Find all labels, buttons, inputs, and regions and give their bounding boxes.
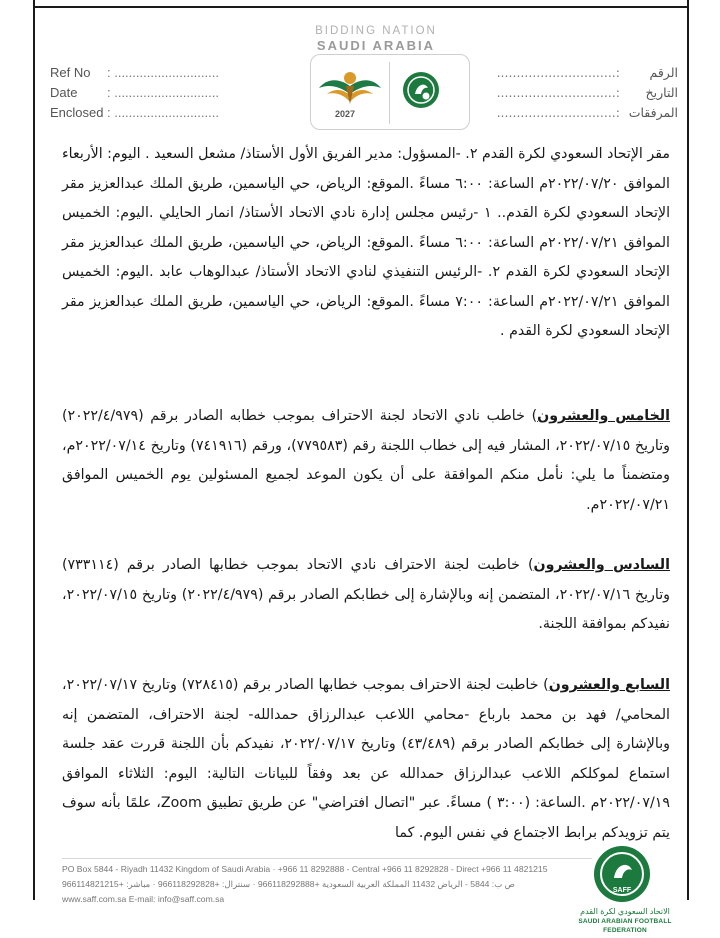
section-27 bbox=[62, 671, 670, 848]
section-26 bbox=[62, 551, 670, 640]
section-25 bbox=[62, 402, 670, 520]
section-text: ) خاطب نادي الاتحاد لجنة الاحتراف بموجب خطابه الصادر برقم (٢٠٢٢/٤/٩٧٩) وتاريخ ٢٠٢٢/٠٧/١٥، المشار فيه إلى خطاب اللجنة رقم (٧٧٩٥٨٣)، ورقم (٧٤١٩١٦) وتاريخ ٢٠٢٢/٠٧/١٤م، ومتضمناً ما يلي: نأمل منكم الموافقة على أن يكون الموعد لجميع المسئولين يوم الخميس الموافق ٢٠٢٢/٠٧/٢١م. bbox=[62, 408, 670, 513]
logo-divider bbox=[389, 62, 390, 124]
section-heading: الخامس والعشرون bbox=[537, 408, 670, 424]
saff-emblem-icon bbox=[401, 70, 441, 114]
page-border-left bbox=[33, 0, 35, 900]
bid-2027-logo-icon bbox=[317, 64, 383, 112]
footer-address-ar: ص ب: 5844 - الرياض 11432 المملكة العربية السعودية +966118292888 · سنترال: +966118292828 · مباشر: +966114821215 bbox=[62, 879, 516, 889]
section-heading: السابع والعشرون bbox=[548, 677, 670, 693]
section-text: ) خاطبت لجنة الاحتراف بموجب خطابها الصادر برقم (٧٢٨٤١٥) وتاريخ ٢٠٢٢/٠٧/١٧، المحامي/ فهد بن محمد بارباع -محامي اللاعب عبدالرزاق حمدالله- لجنة الاحتراف، المتضمن إنه وبالإشارة إلى خطابكم الصادر برقم (٤٣/٤٨٩) وتاريخ ٢٠٢٢/٠٧/١٧، نفيدكم بأن اللجنة قررت عقد جلسة استماع لموكلكم اللاعب عبدالرزاق حمدالله عن بعد وفقاً للبيانات التالية: اليوم: الثلاثاء الموافق ٢٠٢٢/٠٧/١٩م .الساعة: (٣:٠٠ ) مساءً. عبر "اتصال افتراضي" عن طريق تطبيق Zoom، علمًا بأنه سوف يتم تزويدكم برابط الاجتماع في نفس اليوم. كما bbox=[62, 677, 671, 841]
ref-no-field: Ref No : ............................. bbox=[50, 65, 219, 80]
bid-year: 2027 bbox=[335, 109, 356, 119]
letterhead bbox=[36, 8, 686, 140]
reference-fields-en bbox=[50, 63, 219, 123]
date-field: Date : ............................. bbox=[50, 85, 219, 100]
enclosed-field: Enclosed : ............................. bbox=[50, 105, 219, 120]
date-field-ar: التاريخ:.............................. bbox=[496, 85, 678, 100]
footer-contact bbox=[62, 862, 548, 907]
attachments-field-ar: المرفقات:.............................. bbox=[496, 105, 678, 120]
page-border-right bbox=[687, 0, 689, 900]
saff-logo-icon bbox=[592, 844, 652, 904]
footer-web-email: www.saff.com.sa E-mail: info@saff.com.sa bbox=[62, 894, 225, 904]
bidding-nation-title: BIDDING NATION SAUDI ARABIA bbox=[315, 25, 437, 53]
saff-org-name: الاتحاد السعودي لكرة القدم SAUDI ARABIAN FOOTBALL FEDERATION bbox=[578, 907, 672, 934]
intro-paragraph: مقر الإتحاد السعودي لكرة القدم ٢. -المسؤول: مدير الفريق الأول الأستاذ/ مشعل السعيد . اليوم: الأربعاء الموافق ٢٠٢٢/٠٧/٢٠م الساعة: ٦:٠٠ مساءً .الموقع: الرياض، حي الياسمين، طريق الملك عبدالعزيز مقر الإتحاد السعودي لكرة القدم.. ١ -رئيس مجلس إدارة نادي الاتحاد الأستاذ/ انمار الحايلي .اليوم: الخميس الموافق ٢٠٢٢/٠٧/٢١م الساعة: ٦:٠٠ مساءً .الموقع: الرياض، حي الياسمين، طريق الملك عبدالعزيز مقر الإتحاد السعودي لكرة القدم ٢. -الرئيس التنفيذي لنادي الاتحاد الأستاذ/ عبدالوهاب عابد .اليوم: الخميس الموافق ٢٠٢٢/٠٧/٢١م الساعة: ٧:٠٠ مساءً .الموقع: الرياض، حي الياسمين، طريق الملك عبدالعزيز مقر الإتحاد السعودي لكرة القدم . bbox=[62, 146, 671, 339]
reference-fields-ar bbox=[497, 63, 678, 123]
footer-divider bbox=[62, 858, 592, 859]
section-text: ) خاطبت لجنة الاحتراف نادي الاتحاد بموجب خطابها الصادر برقم (٧٣٣١١٤) وتاريخ ٢٠٢٢/٠٧/١٦، المتضمن إنه وبالإشارة إلى خطابكم الصادر برقم (٢٠٢٢/٤/٩٧٩) وتاريخ ٢٠٢٢/٠٧/١٥، نفيدكم بموافقة اللجنة. bbox=[62, 557, 671, 632]
ref-number-field-ar: الرقم:.............................. bbox=[496, 65, 678, 80]
section-heading: السادس والعشرون bbox=[533, 557, 670, 573]
footer-address-en: PO Box 5844 - Riyadh 11432 Kingdom of Saudi Arabia · +966 11 8292888 - Central +966 11 8292828 - Direct +966 11 4821215 bbox=[62, 864, 548, 874]
saff-logo-label: SAFF bbox=[612, 887, 632, 894]
